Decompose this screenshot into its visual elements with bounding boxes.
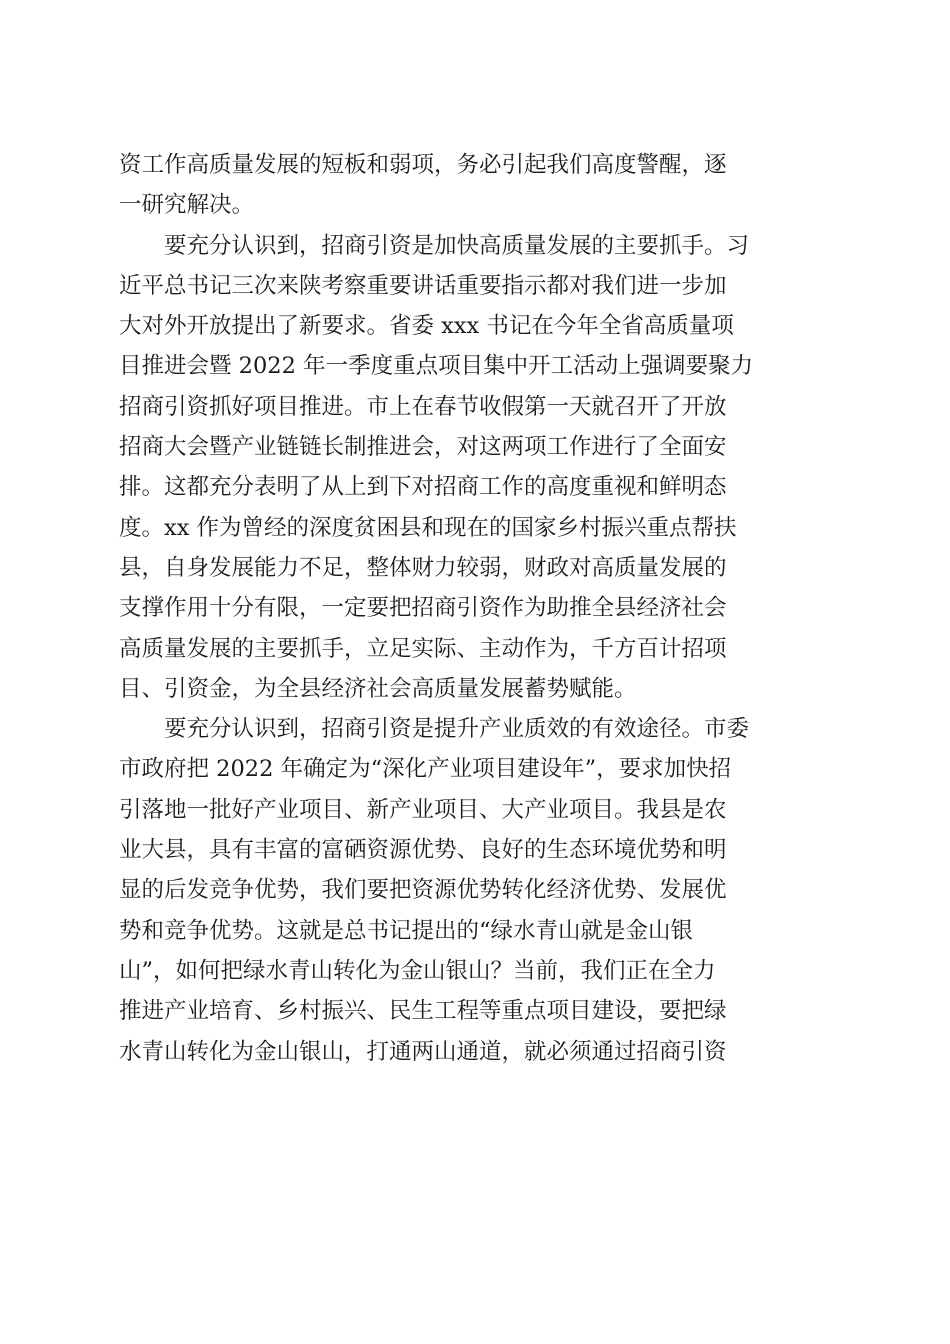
paragraph-line: 招商引资抓好项目推进。市上在春节收假第一天就召开了开放 <box>119 393 727 420</box>
paragraph-line: 支撑作用十分有限，一定要把招商引资作为助推全县经济社会 <box>119 595 727 622</box>
paragraph-line: 势和竞争优势。这就是总书记提出的“绿水青山就是金山银 <box>119 917 694 944</box>
paragraph-line: 推进产业培育、乡村振兴、民生工程等重点项目建设，要把绿 <box>119 998 727 1025</box>
paragraph-line: 县，自身发展能力不足，整体财力较弱，财政对高质量发展的 <box>119 554 727 581</box>
paragraph-line: 资工作高质量发展的短板和弱项，务必引起我们高度警醒，逐 <box>119 152 727 178</box>
paragraph-line: 山”，如何把绿水青山转化为金山银山？当前，我们正在全力 <box>119 957 716 984</box>
paragraph-line: 高质量发展的主要抓手，立足实际、主动作为，千方百计招项 <box>119 635 727 662</box>
paragraph-3 <box>119 709 831 1072</box>
paragraph-line: 度。xx 作为曾经的深度贫困县和现在的国家乡村振兴重点帮扶 <box>119 514 737 541</box>
paragraph-line: 要充分认识到，招商引资是提升产业质效的有效途径。市委 <box>164 716 750 743</box>
paragraph-line: 引落地一批好产业项目、新产业项目、大产业项目。我县是农 <box>119 796 727 823</box>
paragraph-line: 市政府把 2022 年确定为“深化产业项目建设年”，要求加快招 <box>119 756 732 783</box>
paragraph-line: 一研究解决。 <box>119 192 255 219</box>
paragraph-line: 要充分认识到，招商引资是加快高质量发展的主要抓手。习 <box>164 232 750 259</box>
paragraph-line: 大对外开放提出了新要求。省委 xxx 书记在今年全省高质量项 <box>119 313 734 340</box>
paragraph-line: 排。这都充分表明了从上到下对招商工作的高度重视和鲜明态 <box>119 474 727 501</box>
paragraph-line: 目推进会暨 2022 年一季度重点项目集中开工活动上强调要聚力 <box>119 353 754 380</box>
paragraph-line: 业大县，具有丰富的富硒资源优势、良好的生态环境优势和明 <box>119 837 727 864</box>
paragraph-line: 水青山转化为金山银山，打通两山通道，就必须通过招商引资 <box>119 1038 727 1065</box>
paragraph-2 <box>119 226 831 710</box>
paragraph-line: 近平总书记三次来陕考察重要讲话重要指示都对我们进一步加 <box>119 272 727 299</box>
document-body <box>119 145 831 1072</box>
paragraph-line: 招商大会暨产业链链长制推进会，对这两项工作进行了全面安 <box>119 434 727 461</box>
paragraph-line: 目、引资金，为全县经济社会高质量发展蓄势赋能。 <box>119 675 637 702</box>
paragraph-line: 显的后发竞争优势，我们要把资源优势转化经济优势、发展优 <box>119 877 727 904</box>
paragraph-1 <box>119 145 831 226</box>
